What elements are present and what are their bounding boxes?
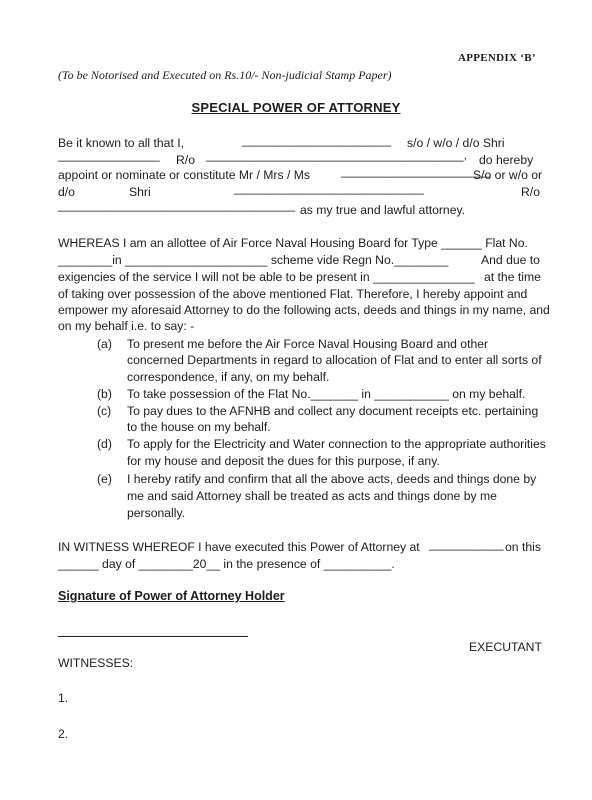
whereas-text: And due to <box>481 253 540 267</box>
list-item-line: correspondence, if any, on my behalf. <box>127 370 330 384</box>
witness-text: ______ day of ________20__ in the presence of __________. <box>58 557 395 571</box>
relation-text: d/o <box>58 185 75 199</box>
list-item-line: for my house and deposit the dues for this purpose, if any. <box>127 454 440 468</box>
whereas-text: WHEREAS I am an allottee of Air Force Naval Housing Board for Type ______ Flat No. <box>58 236 528 250</box>
whereas-text: on my behalf i.e. to say: - <box>58 319 195 333</box>
list-item-line: To present me before the Air Force Naval Housing Board and other <box>127 337 489 351</box>
residence-label: R/o <box>176 153 195 167</box>
witnesses-label: WITNESSES: <box>58 656 134 670</box>
list-marker: (b) <box>97 387 112 401</box>
intro-text: as my true and lawful attorney. <box>300 203 466 217</box>
page-title: SPECIAL POWER OF ATTORNEY <box>191 100 401 115</box>
address-blank: ______________________________________, <box>206 148 467 162</box>
witness-2-label: 2. <box>58 727 69 741</box>
list-item-line: to the house on my behalf. <box>127 420 271 434</box>
attorney-father-blank: ____________________________ <box>234 181 424 195</box>
stamp-paper-note: (To be Notorised and Executed on Rs.10/- Non-judicial Stamp Paper) <box>58 68 392 82</box>
list-marker: (c) <box>97 404 112 418</box>
relation-text: S/o or w/o or <box>473 168 543 182</box>
list-item-line: To take possession of the Flat No._______ in ___________ on my behalf. <box>127 387 526 401</box>
intro-text: appoint or nominate or constitute Mr / Mrs / Ms <box>58 168 310 182</box>
witness-text: IN WITNESS WHEREOF I have executed this Power of Attorney at <box>58 540 420 554</box>
executant-label: EXECUTANT <box>469 640 542 654</box>
relation-text: s/o / w/o / d/o Shri <box>407 136 505 150</box>
list-marker: (e) <box>97 472 112 486</box>
appendix-label: APPENDIX ‘B’ <box>458 52 536 64</box>
list-item-line: To apply for the Electricity and Water connection to the appropriate authorities <box>127 437 546 451</box>
list-item-line: I hereby ratify and confirm that all the above acts, deeds and things done by <box>127 472 537 486</box>
list-marker: (d) <box>97 437 112 451</box>
list-item-line: personally. <box>127 506 186 520</box>
signature-line <box>58 636 248 637</box>
intro-text: Be it known to all that I, <box>58 136 185 150</box>
list-item-line: To pay dues to the AFNHB and collect any document receipts etc. pertaining <box>127 404 539 418</box>
list-item-line: me and said Attorney shall be treated as acts and things done by me <box>127 489 497 503</box>
shri-label: Shri <box>129 185 151 199</box>
signature-heading: Signature of Power of Attorney Holder <box>58 589 285 603</box>
whereas-text: ________in _____________________ scheme vide Regn No.________ <box>58 253 449 267</box>
list-marker: (a) <box>97 337 112 351</box>
witness-1-label: 1. <box>58 691 69 705</box>
whereas-text: exigencies of the service I will not be able to be present in _______________ <box>58 270 475 284</box>
attorney-address-blank: ___________________________________ <box>58 198 296 212</box>
residence-label: R/o <box>521 185 540 199</box>
father-name-blank: _______________ <box>58 148 160 162</box>
place-blank: ___________ <box>429 537 504 551</box>
name-blank: ______________________ <box>242 133 392 147</box>
whereas-text: at the time <box>484 270 541 284</box>
whereas-text: empower my aforesaid Attorney to do the following acts, deeds and things in my name, and <box>58 303 550 317</box>
list-item-line: concerned Departments in regard to allocation of Flat and to enter all sorts of <box>127 353 542 367</box>
intro-text: do hereby <box>479 153 534 167</box>
witness-text: on this <box>505 540 541 554</box>
whereas-text: of taking over possession of the above mentioned Flat. Therefore, I hereby appoint and <box>58 287 528 301</box>
attorney-name-blank: ______________________ <box>341 164 491 178</box>
